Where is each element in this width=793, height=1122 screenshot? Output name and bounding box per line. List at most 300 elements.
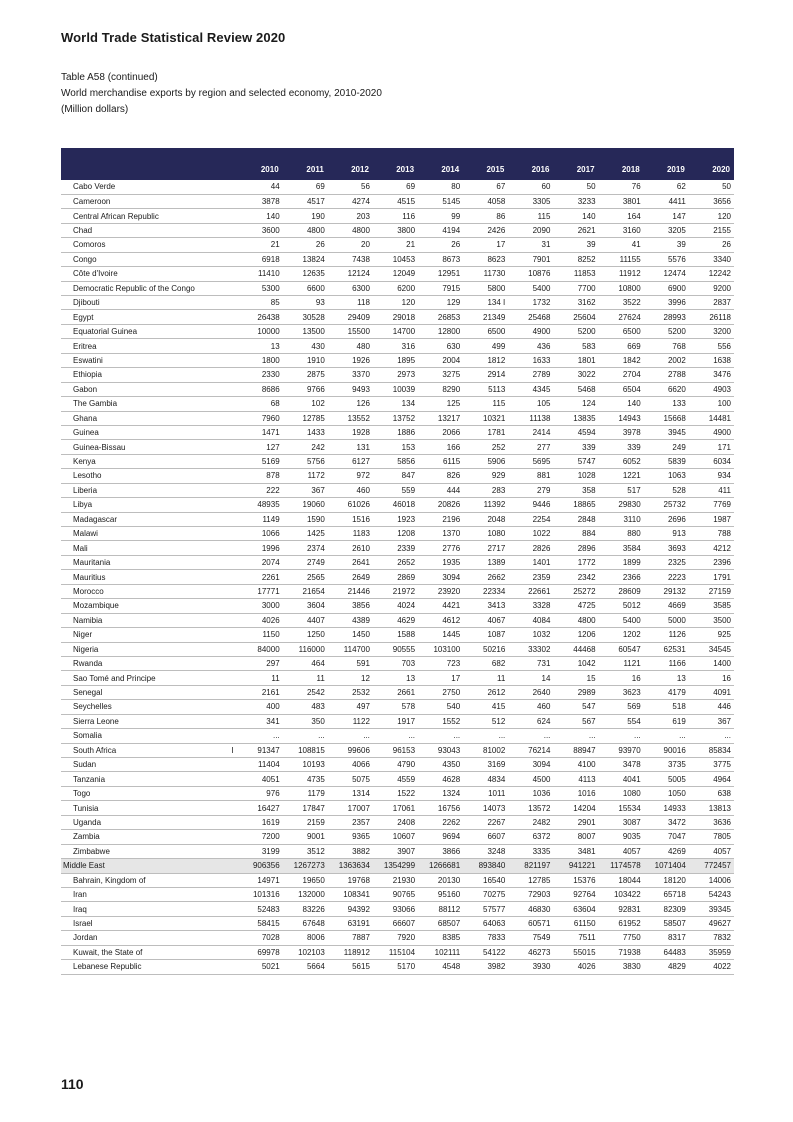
- value-cell: 3878: [238, 194, 283, 208]
- value-cell: 4834: [463, 772, 508, 786]
- value-cell: 446: [689, 700, 734, 714]
- value-cell: 4026: [238, 613, 283, 627]
- value-cell: 4800: [328, 223, 373, 237]
- value-cell: 116: [373, 209, 418, 223]
- value-cell: ...: [418, 729, 463, 743]
- value-cell: 11853: [553, 267, 598, 281]
- value-cell: 5756: [283, 454, 328, 468]
- value-cell: 1149: [238, 512, 283, 526]
- value-cell: 5000: [644, 613, 689, 627]
- value-cell: 847: [373, 469, 418, 483]
- header-economy-column: [61, 148, 238, 180]
- economy-name: Tanzania: [61, 772, 238, 786]
- value-cell: 3882: [328, 844, 373, 858]
- value-cell: 483: [283, 700, 328, 714]
- value-cell: 102: [283, 397, 328, 411]
- economy-name: Namibia: [61, 613, 238, 627]
- value-cell: 1801: [553, 353, 598, 367]
- economy-name: Nigeria: [61, 642, 238, 656]
- value-cell: 2325: [644, 555, 689, 569]
- value-cell: 118912: [328, 945, 373, 959]
- value-cell: 1042: [553, 656, 598, 670]
- value-cell: 1996: [238, 541, 283, 555]
- value-cell: 1172: [283, 469, 328, 483]
- value-cell: 554: [599, 714, 644, 728]
- value-cell: 1886: [373, 425, 418, 439]
- value-cell: 3623: [599, 685, 644, 699]
- value-cell: 249: [644, 440, 689, 454]
- value-cell: 2826: [508, 541, 553, 555]
- table-row: [61, 310, 734, 324]
- table-row: [61, 209, 734, 223]
- value-cell: 2610: [328, 541, 373, 555]
- value-cell: 60: [508, 180, 553, 194]
- value-cell: 2223: [644, 570, 689, 584]
- value-cell: 100: [689, 397, 734, 411]
- value-text: 91347: [257, 745, 280, 755]
- value-cell: 103422: [599, 887, 644, 901]
- table-row: [61, 960, 734, 974]
- table-row: [61, 281, 734, 295]
- value-cell: 436: [508, 339, 553, 353]
- value-cell: 559: [373, 483, 418, 497]
- value-cell: 3800: [373, 223, 418, 237]
- value-cell: 49627: [689, 916, 734, 930]
- value-cell: 4194: [418, 223, 463, 237]
- value-cell: 101316: [238, 887, 283, 901]
- value-cell: 2612: [463, 685, 508, 699]
- value-cell: 464: [283, 656, 328, 670]
- value-cell: 3996: [644, 296, 689, 310]
- economy-name: Mozambique: [61, 599, 238, 613]
- value-cell: 20130: [418, 873, 463, 887]
- value-cell: 3600: [238, 223, 283, 237]
- value-cell: 17771: [238, 584, 283, 598]
- economy-name: Rwanda: [61, 656, 238, 670]
- value-cell: 82309: [644, 902, 689, 916]
- value-cell: 2776: [418, 541, 463, 555]
- value-cell: 46830: [508, 902, 553, 916]
- table-row: [61, 382, 734, 396]
- value-cell: 1363634: [328, 859, 373, 873]
- value-cell: 5747: [553, 454, 598, 468]
- value-cell: 10876: [508, 267, 553, 281]
- value-cell: 3775: [689, 758, 734, 772]
- value-cell: 8317: [644, 931, 689, 945]
- value-cell: 127: [238, 440, 283, 454]
- value-cell: 242: [283, 440, 328, 454]
- value-cell: 58507: [644, 916, 689, 930]
- value-cell: 16: [599, 671, 644, 685]
- value-cell: 826: [418, 469, 463, 483]
- table-row: [61, 512, 734, 526]
- value-cell: 7805: [689, 830, 734, 844]
- value-cell: 13572: [508, 801, 553, 815]
- value-cell: 5839: [644, 454, 689, 468]
- value-cell: 9766: [283, 382, 328, 396]
- value-cell: 1370: [418, 527, 463, 541]
- value-cell: 1791: [689, 570, 734, 584]
- value-cell: 3500: [689, 613, 734, 627]
- economy-name: Côte d'Ivoire: [61, 267, 238, 281]
- value-cell: 5113: [463, 382, 508, 396]
- value-cell: 10039: [373, 382, 418, 396]
- value-cell: 4725: [553, 599, 598, 613]
- value-cell: 1202: [599, 628, 644, 642]
- value-cell: 81002: [463, 743, 508, 757]
- value-cell: 2662: [463, 570, 508, 584]
- value-cell: 1935: [418, 555, 463, 569]
- value-cell: 2359: [508, 570, 553, 584]
- value-cell: 21930: [373, 873, 418, 887]
- value-cell: 9365: [328, 830, 373, 844]
- value-cell: 1267273: [283, 859, 328, 873]
- value-cell: 3094: [418, 570, 463, 584]
- value-cell: 4084: [508, 613, 553, 627]
- table-row: [61, 685, 734, 699]
- value-cell: 2532: [328, 685, 373, 699]
- value-cell: 6900: [644, 281, 689, 295]
- value-cell: 21: [373, 238, 418, 252]
- value-cell: 878: [238, 469, 283, 483]
- economy-name: South Africa: [61, 743, 238, 757]
- table-row: [61, 815, 734, 829]
- value-cell: 1071404: [644, 859, 689, 873]
- value-cell: 5615: [328, 960, 373, 974]
- value-cell: 2649: [328, 570, 373, 584]
- table-header: [61, 148, 734, 180]
- value-cell: 103100: [418, 642, 463, 656]
- table-row: [61, 729, 734, 743]
- value-cell: 26: [418, 238, 463, 252]
- value-cell: 3335: [508, 844, 553, 858]
- value-cell: 4628: [418, 772, 463, 786]
- value-cell: 4100: [553, 758, 598, 772]
- value-cell: 906356: [238, 859, 283, 873]
- value-cell: 22661: [508, 584, 553, 598]
- value-cell: 27624: [599, 310, 644, 324]
- value-cell: 8673: [418, 252, 463, 266]
- value-cell: 583: [553, 339, 598, 353]
- value-cell: 11392: [463, 498, 508, 512]
- value-cell: 222: [238, 483, 283, 497]
- value-cell: 99606: [328, 743, 373, 757]
- value-cell: 591: [328, 656, 373, 670]
- value-cell: 1050: [644, 786, 689, 800]
- value-cell: 8252: [553, 252, 598, 266]
- value-cell: 772457: [689, 859, 734, 873]
- value-cell: 1800: [238, 353, 283, 367]
- value-cell: 71938: [599, 945, 644, 959]
- economy-name: Chad: [61, 223, 238, 237]
- table-row: [61, 252, 734, 266]
- value-cell: 12242: [689, 267, 734, 281]
- economy-name: Cabo Verde: [61, 180, 238, 194]
- economy-name: Bahrain, Kingdom of: [61, 873, 238, 887]
- value-cell: 10321: [463, 411, 508, 425]
- value-cell: 6620: [644, 382, 689, 396]
- value-cell: 1036: [508, 786, 553, 800]
- value-cell: 93970: [599, 743, 644, 757]
- value-cell: 9694: [418, 830, 463, 844]
- economy-name: Jordan: [61, 931, 238, 945]
- value-cell: 1732: [508, 296, 553, 310]
- value-cell: 2066: [418, 425, 463, 439]
- value-cell: 444: [418, 483, 463, 497]
- value-cell: 4500: [508, 772, 553, 786]
- economy-name: Eswatini: [61, 353, 238, 367]
- economy-name: Iraq: [61, 902, 238, 916]
- value-cell: 5145: [418, 194, 463, 208]
- value-cell: 3930: [508, 960, 553, 974]
- value-cell: 4269: [644, 844, 689, 858]
- value-cell: 6607: [463, 830, 508, 844]
- value-cell: 44468: [553, 642, 598, 656]
- value-cell: 638: [689, 786, 734, 800]
- header-year: 2011: [283, 148, 328, 180]
- value-cell: 60571: [508, 916, 553, 930]
- value-cell: 16: [689, 671, 734, 685]
- value-cell: 69: [373, 180, 418, 194]
- table-body: [61, 180, 734, 974]
- value-cell: 105: [508, 397, 553, 411]
- value-cell: 7700: [553, 281, 598, 295]
- value-cell: 2896: [553, 541, 598, 555]
- value-cell: 64063: [463, 916, 508, 930]
- value-cell: ...: [553, 729, 598, 743]
- value-cell: 67: [463, 180, 508, 194]
- value-cell: 6127: [328, 454, 373, 468]
- value-cell: 1522: [373, 786, 418, 800]
- value-cell: 1471: [238, 425, 283, 439]
- value-cell: 33302: [508, 642, 553, 656]
- value-cell: 540: [418, 700, 463, 714]
- table-row: [61, 469, 734, 483]
- value-cell: 1080: [599, 786, 644, 800]
- value-cell: 14933: [644, 801, 689, 815]
- value-cell: 297: [238, 656, 283, 670]
- value-cell: 569: [599, 700, 644, 714]
- value-cell: 4411: [644, 194, 689, 208]
- table-row: [61, 902, 734, 916]
- table-row: [61, 527, 734, 541]
- value-cell: 6500: [599, 324, 644, 338]
- exports-table: [61, 148, 734, 975]
- value-cell: 164: [599, 209, 644, 223]
- value-cell: 86: [463, 209, 508, 223]
- value-cell: 13: [373, 671, 418, 685]
- value-cell: 3413: [463, 599, 508, 613]
- value-cell: 5576: [644, 252, 689, 266]
- value-cell: 1122: [328, 714, 373, 728]
- value-cell: 83226: [283, 902, 328, 916]
- value-cell: 26: [689, 238, 734, 252]
- value-cell: 57577: [463, 902, 508, 916]
- value-cell: 2002: [644, 353, 689, 367]
- value-cell: 13824: [283, 252, 328, 266]
- value-cell: 12: [328, 671, 373, 685]
- value-cell: ...: [238, 729, 283, 743]
- value-cell: 4212: [689, 541, 734, 555]
- header-year: 2012: [328, 148, 373, 180]
- value-cell: 2901: [553, 815, 598, 829]
- value-cell: 3275: [418, 368, 463, 382]
- value-cell: 6504: [599, 382, 644, 396]
- value-cell: 50216: [463, 642, 508, 656]
- economy-name: Mali: [61, 541, 238, 555]
- value-cell: 1433: [283, 425, 328, 439]
- value-cell: 1179: [283, 786, 328, 800]
- value-cell: 5300: [238, 281, 283, 295]
- value-cell: 10607: [373, 830, 418, 844]
- economy-name: Liberia: [61, 483, 238, 497]
- value-cell: 5075: [328, 772, 373, 786]
- value-cell: 13752: [373, 411, 418, 425]
- economy-name: Comoros: [61, 238, 238, 252]
- value-cell: 10000: [238, 324, 283, 338]
- value-cell: 5400: [599, 613, 644, 627]
- value-cell: 8686: [238, 382, 283, 396]
- value-cell: 4790: [373, 758, 418, 772]
- value-cell: 6372: [508, 830, 553, 844]
- value-cell: 39: [553, 238, 598, 252]
- value-cell: 252: [463, 440, 508, 454]
- value-cell: 4735: [283, 772, 328, 786]
- value-cell: 62: [644, 180, 689, 194]
- value-cell: 76214: [508, 743, 553, 757]
- value-cell: 85834: [689, 743, 734, 757]
- value-cell: 1250: [283, 628, 328, 642]
- value-cell: 1206: [553, 628, 598, 642]
- value-cell: 4903: [689, 382, 734, 396]
- table-row: [61, 656, 734, 670]
- value-cell: 26853: [418, 310, 463, 324]
- value-cell: 12800: [418, 324, 463, 338]
- value-cell: 21446: [328, 584, 373, 598]
- value-cell: 497: [328, 700, 373, 714]
- value-cell: 26438: [238, 310, 283, 324]
- economy-name: Sierra Leone: [61, 714, 238, 728]
- value-cell: 5400: [508, 281, 553, 295]
- value-cell: 126: [328, 397, 373, 411]
- value-cell: 2090: [508, 223, 553, 237]
- value-cell: 25604: [553, 310, 598, 324]
- value-cell: 682: [463, 656, 508, 670]
- header-row: [61, 148, 734, 180]
- value-cell: 547: [553, 700, 598, 714]
- value-cell: 7750: [599, 931, 644, 945]
- value-cell: 14006: [689, 873, 734, 887]
- value-cell: 6500: [463, 324, 508, 338]
- value-cell: 3481: [553, 844, 598, 858]
- value-cell: 7960: [238, 411, 283, 425]
- value-cell: 528: [644, 483, 689, 497]
- table-id: Table A58 (continued): [61, 72, 158, 83]
- table-row: [61, 483, 734, 497]
- table-row: [61, 700, 734, 714]
- header-year: 2017: [553, 148, 598, 180]
- value-cell: 5200: [644, 324, 689, 338]
- value-cell: 4421: [418, 599, 463, 613]
- value-cell: 18865: [553, 498, 598, 512]
- value-cell: 3169: [463, 758, 508, 772]
- value-cell: 90765: [373, 887, 418, 901]
- value-cell: 4612: [418, 613, 463, 627]
- table-row: [61, 541, 734, 555]
- value-cell: 10193: [283, 758, 328, 772]
- value-cell: 14481: [689, 411, 734, 425]
- value-cell: 4800: [553, 613, 598, 627]
- value-cell: 669: [599, 339, 644, 353]
- value-cell: 10453: [373, 252, 418, 266]
- value-cell: 125: [418, 397, 463, 411]
- value-cell: 166: [418, 440, 463, 454]
- value-cell: 5169: [238, 454, 283, 468]
- value-cell: 2004: [418, 353, 463, 367]
- value-cell: 115: [508, 209, 553, 223]
- value-cell: 4559: [373, 772, 418, 786]
- value-cell: 2788: [644, 368, 689, 382]
- value-cell: 3094: [508, 758, 553, 772]
- value-cell: 153: [373, 440, 418, 454]
- value-cell: 18044: [599, 873, 644, 887]
- value-cell: 120: [689, 209, 734, 223]
- economy-name: Iran: [61, 887, 238, 901]
- economy-name: Guinea-Bissau: [61, 440, 238, 454]
- economy-name: Tunisia: [61, 801, 238, 815]
- value-cell: 4066: [328, 758, 373, 772]
- table-row: [61, 743, 734, 757]
- value-cell: 29830: [599, 498, 644, 512]
- value-cell: 9493: [328, 382, 373, 396]
- value-cell: 90016: [644, 743, 689, 757]
- economy-name: Zimbabwe: [61, 844, 238, 858]
- value-cell: 4629: [373, 613, 418, 627]
- value-cell: 12635: [283, 267, 328, 281]
- value-cell: 2254: [508, 512, 553, 526]
- value-cell: 64483: [644, 945, 689, 959]
- value-cell: 2661: [373, 685, 418, 699]
- value-cell: 2374: [283, 541, 328, 555]
- value-cell: 17061: [373, 801, 418, 815]
- value-cell: 1552: [418, 714, 463, 728]
- value-cell: 1619: [238, 815, 283, 829]
- value-cell: 4057: [599, 844, 644, 858]
- value-cell: 3478: [599, 758, 644, 772]
- value-cell: 941221: [553, 859, 598, 873]
- economy-name: Sao Tomé and Principe: [61, 671, 238, 685]
- value-cell: 1016: [553, 786, 598, 800]
- value-cell: 3110: [599, 512, 644, 526]
- value-cell: 3476: [689, 368, 734, 382]
- value-cell: 1516: [328, 512, 373, 526]
- value-cell: 50: [689, 180, 734, 194]
- value-cell: 1401: [508, 555, 553, 569]
- value-cell: 512: [463, 714, 508, 728]
- table-row: [61, 599, 734, 613]
- value-cell: 731: [508, 656, 553, 670]
- value-cell: 63191: [328, 916, 373, 930]
- header-year: 2014: [418, 148, 463, 180]
- value-cell: 1166: [644, 656, 689, 670]
- value-cell: ...: [599, 729, 644, 743]
- value-cell: 54122: [463, 945, 508, 959]
- value-cell: 52483: [238, 902, 283, 916]
- table-row: [61, 368, 734, 382]
- value-cell: 69978: [238, 945, 283, 959]
- value-cell: 2482: [508, 815, 553, 829]
- value-cell: 131: [328, 440, 373, 454]
